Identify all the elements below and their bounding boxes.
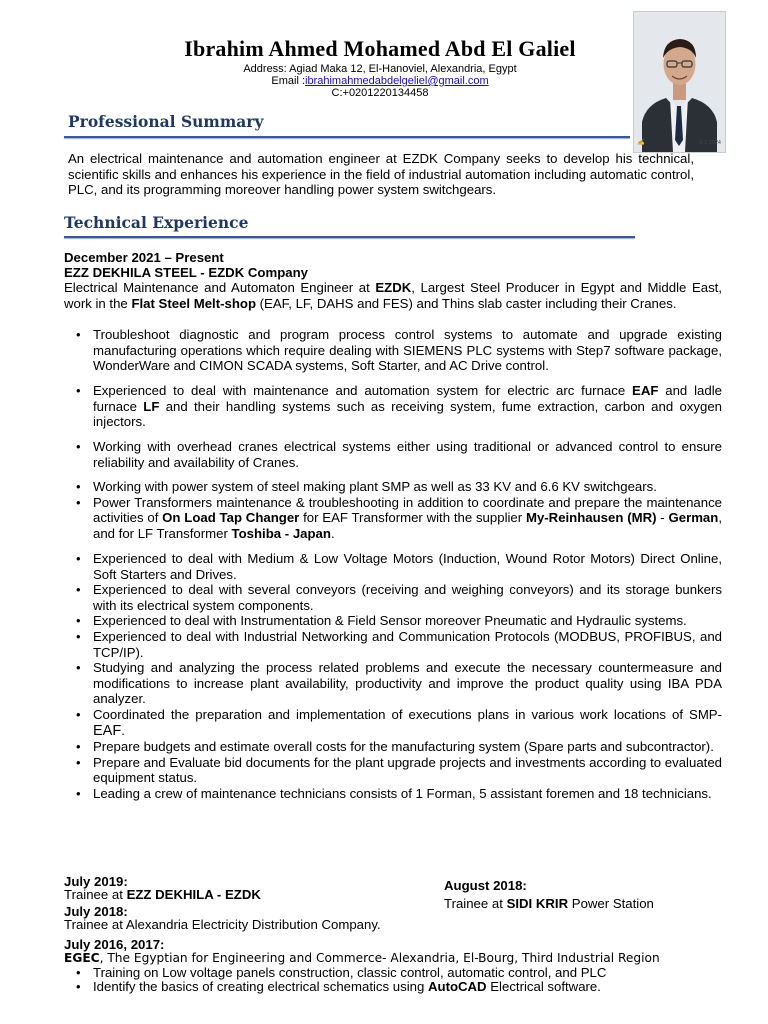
item-text: . bbox=[121, 722, 125, 738]
training-bullet-list bbox=[93, 966, 722, 994]
experience-bullet-list bbox=[93, 551, 722, 802]
item-bold: LF bbox=[143, 398, 160, 414]
intro-text: Electrical Maintenance and Automaton Engineer at bbox=[64, 280, 376, 295]
photo-date: 5.1.2024 bbox=[699, 140, 721, 146]
list-item: • Experienced to deal with Instrumentation & Field Sensor moreover Pneumatic and Hydraulic systems. bbox=[93, 613, 722, 629]
list-item: • Experienced to deal with several conveyors (receiving and weighing conveyors) and its storage bunkers with its electrical system components. bbox=[93, 582, 722, 613]
list-item: • Leading a crew of maintenance technicians consists of 1 Forman, 5 assistant foremen and 18 technicians. bbox=[93, 786, 722, 802]
training-entry bbox=[444, 896, 654, 912]
intro-company-bold: EZDK bbox=[375, 280, 412, 295]
experience-bullet-list bbox=[93, 479, 722, 541]
training-entry: Trainee at Alexandria Electricity Distribution Company. bbox=[64, 917, 381, 932]
item-text: - bbox=[656, 510, 669, 526]
address-line: Address: Agiad Maka 12, El-Hanoviel, Alexandria, Egypt bbox=[243, 63, 517, 75]
experience-bullet-list bbox=[93, 383, 722, 430]
job-intro bbox=[64, 280, 722, 311]
list-item bbox=[93, 495, 722, 542]
summary-divider bbox=[64, 136, 630, 138]
experience-title: Technical Experience bbox=[64, 213, 249, 232]
job-period: December 2021 – Present bbox=[64, 250, 224, 265]
photo-signature-icon: ✍ bbox=[637, 140, 645, 146]
list-item: • Working with overhead cranes electrical systems either using traditional or advanced control to ensure reliability and availability of Cranes. bbox=[93, 439, 722, 470]
item-bold: On Load Tap Changer bbox=[162, 510, 300, 526]
item-text: EAF bbox=[93, 722, 122, 739]
item-text: Power Transformers maintenance & troubleshooting in addition to coordinate and prepare the maintenance activities of bbox=[93, 494, 722, 526]
item-text: Coordinated the preparation and implementation of executions plans in various work locations of SMP- bbox=[93, 706, 722, 722]
list-item: • Studying and analyzing the process related problems and execute the necessary countermeasure and modifications to increase plant availability, productivity and improve the product quality using IBA PDA analyzer. bbox=[93, 660, 722, 707]
training-bold: EGEC bbox=[64, 951, 100, 965]
training-text: Power Station bbox=[568, 896, 654, 911]
email-label: Email : bbox=[271, 75, 306, 87]
item-text: , and for LF Transformer bbox=[93, 510, 722, 541]
training-date: August 2018: bbox=[444, 878, 527, 893]
item-bold: Toshiba - Japan bbox=[231, 525, 331, 541]
intro-text: (EAF, LF, DAHS and FES) and Thins slab caster including their Cranes. bbox=[256, 295, 677, 311]
training-date: July 2019: bbox=[64, 874, 128, 889]
training-date: July 2016, 2017: bbox=[64, 937, 165, 952]
list-item: • Troubleshoot diagnostic and program process control systems to automate and upgrade existing manufacturing operations which require dealing with SIEMENS PLC systems with Step7 software package, WonderWare and CIMON SCADA systems, Soft Starter, and AC Drive control. bbox=[93, 327, 722, 374]
item-text: Experienced to deal with maintenance and automation system for electric arc furnace bbox=[93, 383, 633, 398]
list-item: • Experienced to deal with Industrial Networking and Communication Protocols (MODBUS, PROFIBUS, and TCP/IP). bbox=[93, 629, 722, 660]
training-date: July 2018: bbox=[64, 904, 128, 919]
list-item: • Working with power system of steel making plant SMP as well as 33 KV and 6.6 KV switchgears. bbox=[93, 479, 722, 495]
experience-divider bbox=[64, 236, 635, 238]
summary-title: Professional Summary bbox=[68, 112, 264, 131]
training-bold: EZZ DEKHILA - EZDK bbox=[126, 887, 261, 902]
list-item: • Training on Low voltage panels construction, classic control, automatic control, and PLC bbox=[93, 966, 722, 980]
item-bold: AutoCAD bbox=[427, 979, 487, 994]
training-text: Trainee at bbox=[64, 887, 127, 902]
experience-bullet-list bbox=[93, 439, 722, 470]
item-text: for EAF Transformer with the supplier bbox=[299, 510, 526, 526]
job-company: EZZ DEKHILA STEEL - EZDK Company bbox=[64, 265, 308, 280]
list-item bbox=[93, 383, 722, 430]
list-item bbox=[93, 980, 722, 994]
item-text: and their handling systems such as receiving system, fume extraction, carbon and oxygen injectors. bbox=[93, 398, 722, 430]
list-item: • Prepare and Evaluate bid documents for the plant upgrade projects and investments according to evaluated equipment status. bbox=[93, 755, 722, 786]
intro-text: , Largest Steel Producer in Egypt and Middle East, work in the bbox=[64, 280, 722, 311]
training-text: , The Egyptian for Engineering and Commerce- Alexandria, El-Bourg, Third Industrial Region bbox=[99, 951, 660, 965]
item-text: and ladle furnace bbox=[93, 383, 722, 414]
item-text: Electrical software. bbox=[486, 979, 601, 994]
profile-photo bbox=[633, 11, 726, 153]
list-item: • Experienced to deal with Medium & Low Voltage Motors (Induction, Wound Rotor Motors) Direct Online, Soft Starters and Drives. bbox=[93, 551, 722, 582]
training-text: Trainee at bbox=[444, 896, 507, 911]
item-bold: German bbox=[668, 510, 719, 526]
email-link[interactable]: ibrahimahmedabdelgeliel@gmail.com bbox=[305, 75, 489, 87]
list-item bbox=[93, 707, 722, 739]
item-bold: My-Reinhausen (MR) bbox=[525, 510, 657, 526]
training-bold: SIDI KRIR bbox=[506, 896, 569, 911]
phone-line: C:+0201220134458 bbox=[331, 87, 429, 99]
item-text: Identify the basics of creating electrical schematics using bbox=[93, 979, 428, 994]
candidate-name: Ibrahim Ahmed Mohamed Abd El Galiel bbox=[184, 36, 576, 61]
experience-bullet-list bbox=[93, 327, 722, 374]
person-photo-icon bbox=[634, 12, 725, 152]
summary-text: An electrical maintenance and automation engineer at EZDK Company seeks to develop his technical, scientific skills and enhances his experience in the field of industrial automation including automatic control, PLC, and its programming moreover handling power system switchgears. bbox=[68, 151, 694, 197]
item-text: . bbox=[330, 525, 335, 541]
intro-shop-bold: Flat Steel Melt-shop bbox=[131, 295, 256, 311]
item-bold: EAF bbox=[632, 383, 659, 398]
training-entry bbox=[64, 887, 261, 903]
list-item: • Prepare budgets and estimate overall costs for the manufacturing system (Spare parts and subcontractor). bbox=[93, 739, 722, 755]
